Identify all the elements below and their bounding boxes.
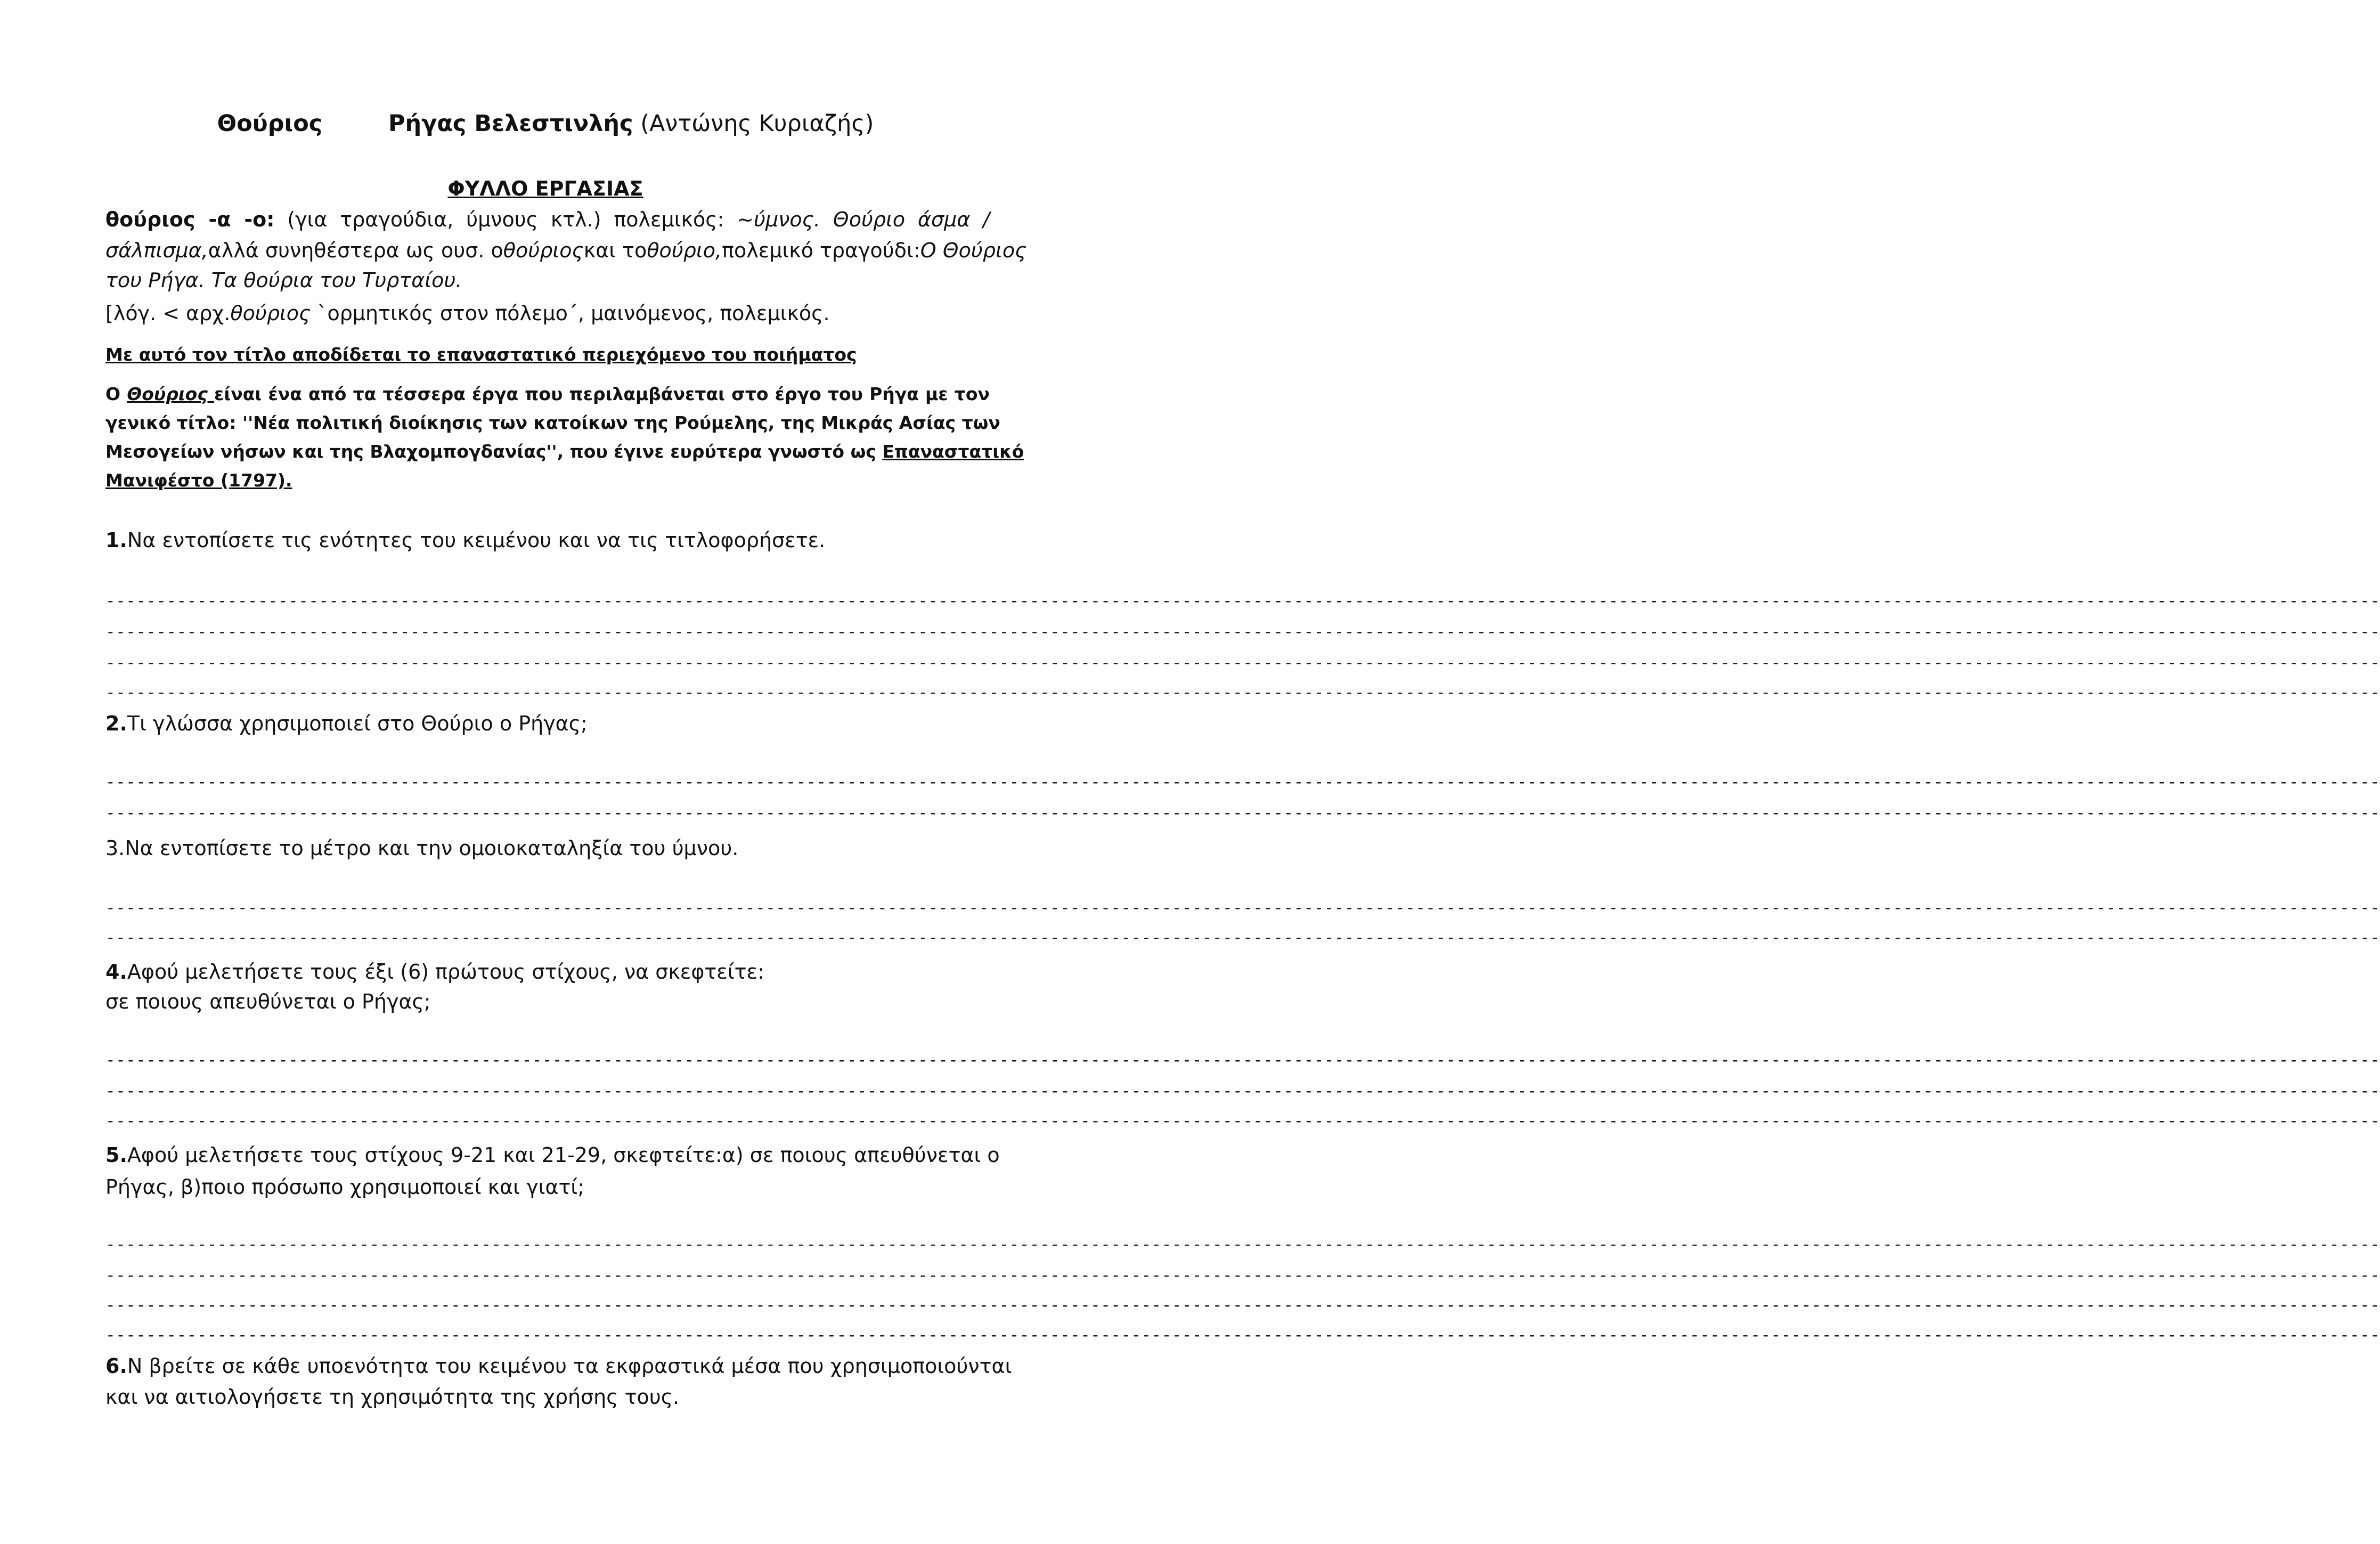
definition-line-3 <box>105 265 990 295</box>
answer-line[interactable]: -------------------------------------------------------------------------------------------------------------------------------------------------------------------------------------------------------------------------------- <box>105 1111 2380 1131</box>
question-number: 2. <box>105 712 127 735</box>
poem-title: Θούριος <box>217 110 323 137</box>
answer-line[interactable]: -------------------------------------------------------------------------------------------------------------------------------------------------------------------------------------------------------------------------------- <box>105 683 2380 702</box>
answer-line[interactable]: -------------------------------------------------------------------------------------------------------------------------------------------------------------------------------------------------------------------------------- <box>105 1326 2380 1345</box>
section-subheading: Με αυτό τον τίτλο αποδίδεται το επαναστατικό περιεχόμενο του ποιήματος <box>105 344 857 365</box>
intro-text: είναι ένα από τα τέσσερα έργα που περιλαμβάνεται στο έργο του Ρήγα με τον <box>214 384 990 404</box>
etymology-text: `ορμητικός στον πόλεμο΄, μαινόμενος, πολεμικός. <box>311 302 830 325</box>
definition-term: θούριος -α -ο: <box>105 208 275 231</box>
worksheet-heading: ΦΥΛΛΟ ΕΡΓΑΣΙΑΣ <box>447 177 643 200</box>
definition-text: αλλά συνηθέστερα ως ουσ. ο <box>208 239 503 262</box>
intro-poem-title: Θούριος <box>127 384 215 404</box>
answer-line[interactable]: -------------------------------------------------------------------------------------------------------------------------------------------------------------------------------------------------------------------------------- <box>105 1235 2380 1254</box>
answer-line[interactable]: -------------------------------------------------------------------------------------------------------------------------------------------------------------------------------------------------------------------------------- <box>105 653 2380 672</box>
question-3 <box>105 833 990 863</box>
etymology-text: [λόγ. < αρχ. <box>105 302 231 325</box>
answer-line[interactable]: -------------------------------------------------------------------------------------------------------------------------------------------------------------------------------------------------------------------------------- <box>105 622 2380 641</box>
answer-line[interactable]: -------------------------------------------------------------------------------------------------------------------------------------------------------------------------------------------------------------------------------- <box>105 773 2380 792</box>
definition-line-2 <box>105 235 1027 265</box>
answer-line[interactable]: -------------------------------------------------------------------------------------------------------------------------------------------------------------------------------------------------------------------------------- <box>105 591 2380 611</box>
answer-line[interactable]: -------------------------------------------------------------------------------------------------------------------------------------------------------------------------------------------------------------------------------- <box>105 1266 2380 1285</box>
question-text: Ν βρείτε σε κάθε υποενότητα του κειμένου τα εκφραστικά μέσα που χρησιμοποιούνται <box>127 1354 1012 1378</box>
definition-example: Ο Θούριος <box>920 239 1027 262</box>
definition-example: του Ρήγα. Τα θούρια του Τυρταίου. <box>105 269 462 292</box>
definition-text: πολεμικό τραγούδι: <box>722 239 920 262</box>
question-text: Τι γλώσσα χρησιμοποιεί στο Θούριο ο Ρήγας; <box>127 712 588 735</box>
question-text: Αφού μελετήσετε τους στίχους 9-21 και 21-29, σκεφτείτε:α) σε ποιους απευθύνεται ο <box>127 1143 1000 1167</box>
answer-line[interactable]: -------------------------------------------------------------------------------------------------------------------------------------------------------------------------------------------------------------------------------- <box>105 1051 2380 1070</box>
question-text: Να εντοπίσετε τις ενότητες του κειμένου και να τις τιτλοφορήσετε. <box>127 529 826 552</box>
intro-line-3 <box>105 437 1024 467</box>
intro-text: Ο <box>105 384 127 404</box>
answer-line[interactable]: -------------------------------------------------------------------------------------------------------------------------------------------------------------------------------------------------------------------------------- <box>105 1296 2380 1315</box>
definition-example: θούριος <box>503 239 584 262</box>
poet-name: Ρήγας Βελεστινλής <box>388 110 633 137</box>
intro-line-4: Μανιφέστο (1797). <box>105 470 292 491</box>
question-5 <box>105 1140 1000 1170</box>
intro-underlined: Επαναστατικό <box>882 441 1024 462</box>
definition-text: και το <box>583 239 647 262</box>
definition-line-1 <box>105 205 990 234</box>
answer-line[interactable]: -------------------------------------------------------------------------------------------------------------------------------------------------------------------------------------------------------------------------------- <box>105 1082 2380 1101</box>
page-title <box>0 109 1091 139</box>
answer-line[interactable]: -------------------------------------------------------------------------------------------------------------------------------------------------------------------------------------------------------------------------------- <box>105 928 2380 947</box>
question-5-continued: Ρήγας, β)ποιο πρόσωπο χρησιμοποιεί και γιατί; <box>105 1175 585 1199</box>
question-number: 5. <box>105 1143 127 1167</box>
question-number: 6. <box>105 1354 127 1378</box>
intro-text: Μεσογείων νήσων και της Βλαχομπογδανίας'', που έγινε ευρύτερα γνωστό ως <box>105 441 883 462</box>
etymology-word: θούριος <box>230 302 311 325</box>
teacher-name: (Αντώνης Κυριαζής) <box>640 110 874 137</box>
intro-line-1 <box>105 379 990 409</box>
question-text: Να εντοπίσετε το μέτρο και την ομοιοκαταληξία του ύμνου. <box>125 836 739 860</box>
question-4 <box>105 957 990 987</box>
question-number: 3. <box>105 836 125 860</box>
question-2 <box>105 709 990 738</box>
question-6-continued: και να αιτιολογήσετε τη χρησιμότητα της χρήσης τους. <box>105 1385 680 1409</box>
intro-line-2: γενικό τίτλο: ''Νέα πολιτική διοίκησις των κατοίκων της Ρούμελης, της Μικράς Ασίας των <box>105 412 1000 433</box>
definition-line-4 <box>105 298 990 328</box>
question-4-continued: σε ποιους απευθύνεται ο Ρήγας; <box>105 990 431 1013</box>
question-number: 1. <box>105 529 127 552</box>
definition-example: σάλπισμα, <box>105 239 208 262</box>
question-number: 4. <box>105 960 127 984</box>
definition-example: ~ύμνος. Θούριο άσμα / <box>737 208 990 231</box>
question-1 <box>105 525 990 555</box>
question-6 <box>105 1351 1012 1381</box>
definition-example: θούριο, <box>647 239 722 262</box>
question-text: Αφού μελετήσετε τους έξι (6) πρώτους στίχους, να σκεφτείτε: <box>127 960 764 984</box>
answer-line[interactable]: -------------------------------------------------------------------------------------------------------------------------------------------------------------------------------------------------------------------------------- <box>105 803 2380 823</box>
answer-line[interactable]: -------------------------------------------------------------------------------------------------------------------------------------------------------------------------------------------------------------------------------- <box>105 898 2380 917</box>
definition-text: (για τραγούδια, ύμνους κτλ.) πολεμικός: <box>274 208 737 231</box>
